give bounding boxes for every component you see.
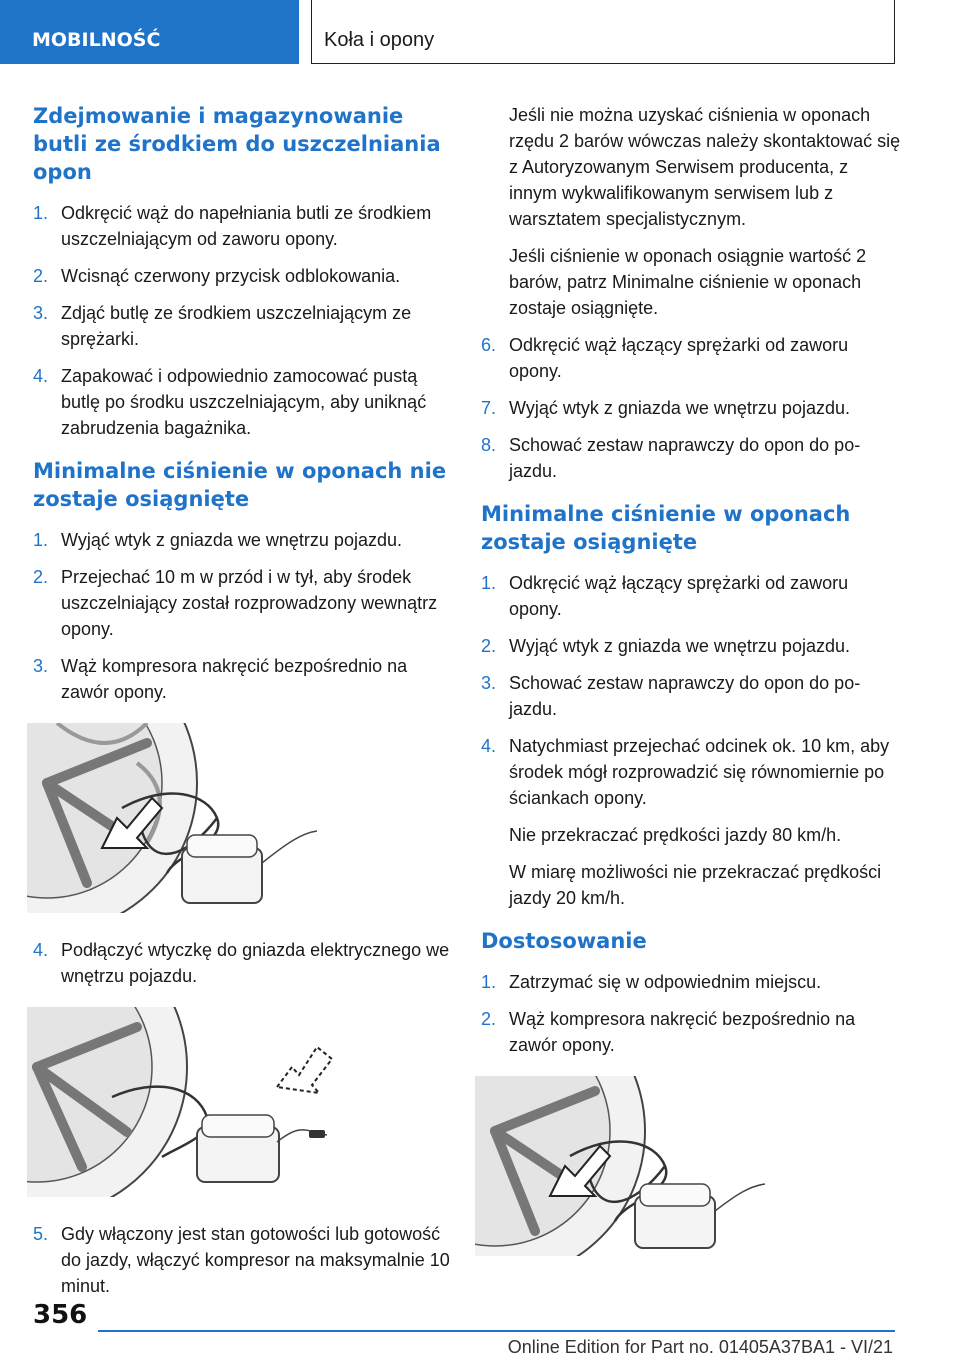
page-number: 356: [33, 1300, 88, 1330]
right-column: [481, 102, 901, 1280]
section-heading-remove-bottle: Zdejmowanie i magazynowanie butli ze środkiem do uszczelniania opon: [33, 104, 441, 184]
compressor-valve-illustration: [27, 723, 317, 913]
note-paragraph: Jeśli ciśnienie w oponach osiągnie wartość 2 barów, patrz Minimalne ciśnienie w oponach zostaje osiągnięte.: [509, 246, 867, 318]
list-item: 1. Odkręcić wąż do napełniania butli ze środkiem uszczelniającym od zaworu opony.: [33, 203, 432, 249]
note-paragraph: Jeśli nie można uzyskać ciśnienia w oponach rzędu 2 barów wówczas należy skontaktować się z Autoryzowanym Serwisem producenta, z innym wykwalifikowanym serwisem lub z warsztatem specjalistycznym.: [509, 105, 901, 229]
list-item: 7. Wyjąć wtyk z gniazda we wnętrzu pojazdu.: [481, 398, 850, 418]
note-paragraph: Nie przekraczać prędkości jazdy 80 km/h.: [509, 825, 842, 845]
list-item: 3. Zdjąć butlę ze środkiem uszczelniającym ze sprężarki.: [33, 303, 412, 349]
list-item: 8. Schować zestaw naprawczy do opon do pojazdu.: [481, 435, 861, 481]
note-paragraph: W miarę możliwości nie przekraczać prędkości jazdy 20 km/h.: [509, 862, 882, 908]
list-item: 4. Natychmiast przejechać odcinek ok. 10 km, aby środek mógł rozprowadzić się równomiernie po ściankach opony.: [481, 736, 890, 808]
plug-socket-illustration: [27, 1007, 347, 1197]
list-item: 4. Podłączyć wtyczkę do gniazda elektrycznego we wnętrzu pojazdu.: [33, 940, 450, 986]
list-item: 2. Przejechać 10 m w przód i w tył, aby środek uszczelniający został rozprowadzony wewnątrz opony.: [33, 567, 438, 639]
list-item: 2. Wąż kompresora nakręcić bezpośrednio na zawór opony.: [481, 1009, 856, 1055]
list-item: 3. Schować zestaw naprawczy do opon do pojazdu.: [481, 673, 861, 719]
footer-divider: [98, 1330, 895, 1332]
compressor-valve-illustration: [475, 1076, 765, 1256]
list-item: 1. Wyjąć wtyk z gniazda we wnętrzu pojazdu.: [33, 530, 402, 550]
chapter-tab[interactable]: [0, 0, 299, 64]
section-header: [311, 0, 895, 64]
section-heading-min-pressure-reached: Minimalne ciśnienie w oponach zostaje osiągnięte: [481, 502, 851, 554]
list-item: 1. Zatrzymać się w odpowiednim miejscu.: [481, 972, 822, 992]
section-heading-adjust: Dostosowanie: [481, 929, 647, 953]
list-item: 3. Wąż kompresora nakręcić bezpośrednio na zawór opony.: [33, 656, 408, 702]
list-item: 1. Odkręcić wąż łączący sprężarki od zaworu opony.: [481, 573, 849, 619]
list-item: 2. Wcisnąć czerwony przycisk odblokowania.: [33, 266, 401, 286]
section-heading-min-pressure-not-reached: Minimalne ciśnienie w oponach nie zostaje osiągnięte: [33, 459, 447, 511]
left-column: [33, 102, 453, 1310]
list-item: 4. Zapakować i odpowiednio zamocować pustą butlę po środku uszczelniającym, aby uniknąć zabrudzenia bagażnika.: [33, 366, 427, 438]
list-item: 6. Odkręcić wąż łączący sprężarki od zaworu opony.: [481, 335, 849, 381]
list-item: 2. Wyjąć wtyk z gniazda we wnętrzu pojazdu.: [481, 636, 850, 656]
edition-footer: Online Edition for Part no. 01405A37BA1 - VI/21: [507, 1337, 893, 1357]
list-item: 5. Gdy włączony jest stan gotowości lub gotowość do jazdy, włączyć kompresor na maksymalnie 10 minut.: [33, 1224, 450, 1296]
section-title: Koła i opony: [324, 29, 435, 51]
chapter-tab-label: MOBILNOŚĆ: [32, 29, 161, 51]
